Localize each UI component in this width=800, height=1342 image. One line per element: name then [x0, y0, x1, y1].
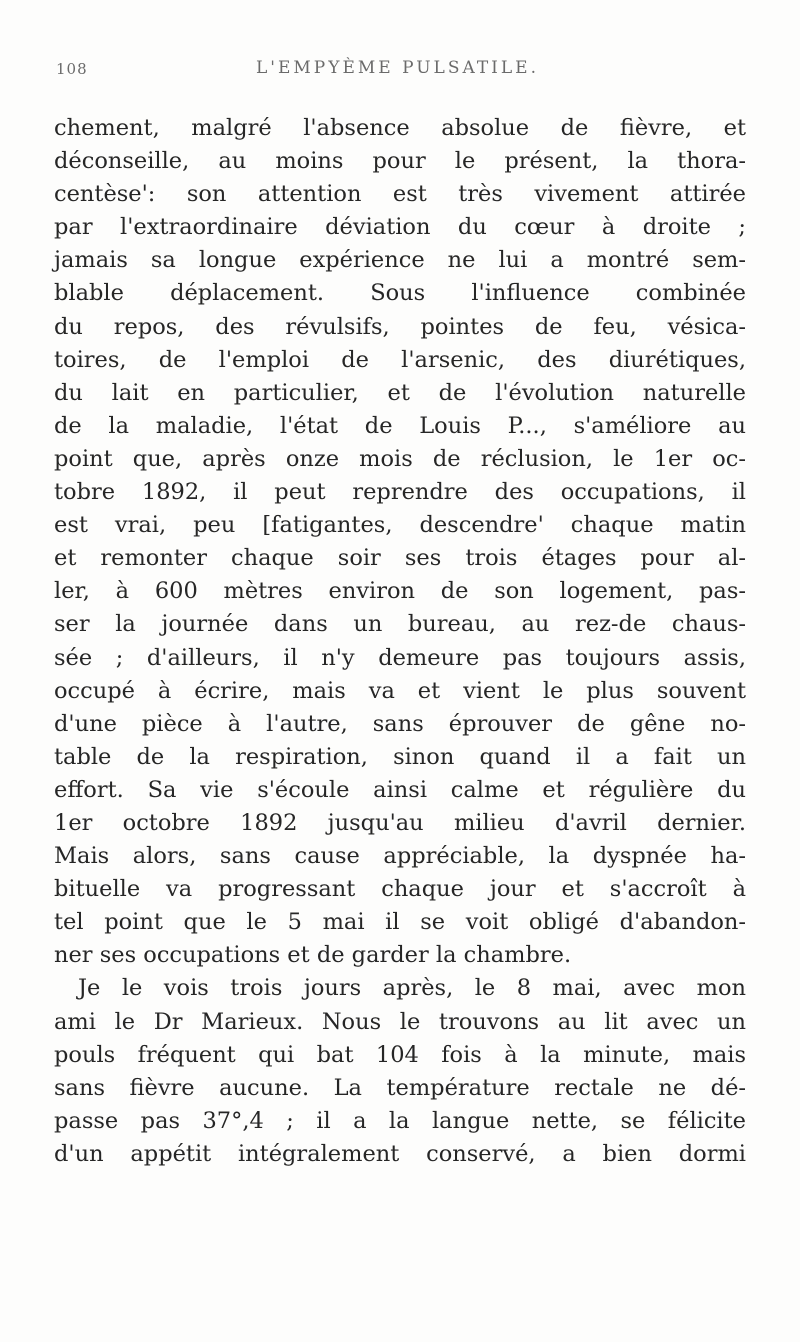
text-line: du lait en particulier, et de l'évolution naturelle [54, 379, 746, 406]
text-line: table de la respiration, sinon quand il a fait un [54, 743, 746, 770]
body-text [54, 112, 746, 1171]
text-line: centèse': son attention est très vivement attirée [54, 181, 746, 208]
running-head: L'EMPYÈME PULSATILE. [256, 58, 539, 78]
page-number: 108 [56, 60, 88, 78]
text-line: est vrai, peu [fatigantes, descendre' chaque matin [54, 512, 746, 539]
text-line: ami le Dr Marieux. Nous le trouvons au lit avec un [54, 1008, 746, 1035]
text-line: sée ; d'ailleurs, il n'y demeure pas toujours assis, [54, 644, 746, 671]
text-line: toires, de l'emploi de l'arsenic, des diurétiques, [54, 346, 746, 373]
text-line: sans fièvre aucune. La température rectale ne dé- [54, 1074, 746, 1101]
text-line: du repos, des révulsifs, pointes de feu, vésica- [54, 313, 746, 340]
text-line: par l'extraordinaire déviation du cœur à droite ; [54, 214, 746, 241]
text-line: et remonter chaque soir ses trois étages pour al- [54, 545, 746, 572]
text-line: effort. Sa vie s'écoule ainsi calme et régulière du [54, 776, 746, 803]
text-line: ner ses occupations et de garder la chambre. [54, 942, 572, 969]
text-line: tel point que le 5 mai il se voit obligé d'abandon- [54, 909, 746, 936]
text-line: ler, à 600 mètres environ de son logement, pas- [54, 578, 746, 605]
text-line: tobre 1892, il peut reprendre des occupations, il [54, 479, 746, 506]
text-line: ser la journée dans un bureau, au rez-de chaus- [54, 611, 746, 638]
text-line: Je le vois trois jours après, le 8 mai, avec mon [78, 975, 746, 1002]
text-line: occupé à écrire, mais va et vient le plus souvent [54, 677, 746, 704]
text-line: de la maladie, l'état de Louis P..., s'améliore au [54, 412, 746, 439]
text-line: chement, malgré l'absence absolue de fièvre, et [54, 115, 746, 141]
text-line: blable déplacement. Sous l'influence combinée [54, 280, 746, 307]
text-line: jamais sa longue expérience ne lui a montré sem- [54, 247, 746, 274]
text-line: passe pas 37°,4 ; il a la langue nette, se félicite [54, 1107, 746, 1134]
text-line: pouls fréquent qui bat 104 fois à la minute, mais [54, 1041, 746, 1068]
text-line: bituelle va progressant chaque jour et s'accroît à [54, 876, 746, 903]
text-line: 1er octobre 1892 jusqu'au milieu d'avril dernier. [54, 809, 746, 836]
text-line: déconseille, au moins pour le présent, la thora- [54, 148, 746, 175]
page-header [44, 58, 760, 88]
text-line: Mais alors, sans cause appréciable, la dyspnée ha- [54, 843, 746, 870]
text-line: point que, après onze mois de réclusion, le 1er oc- [54, 445, 746, 472]
text-line: d'une pièce à l'autre, sans éprouver de gêne no- [54, 710, 746, 737]
text-line: d'un appétit intégralement conservé, a bien dormi [54, 1140, 746, 1167]
